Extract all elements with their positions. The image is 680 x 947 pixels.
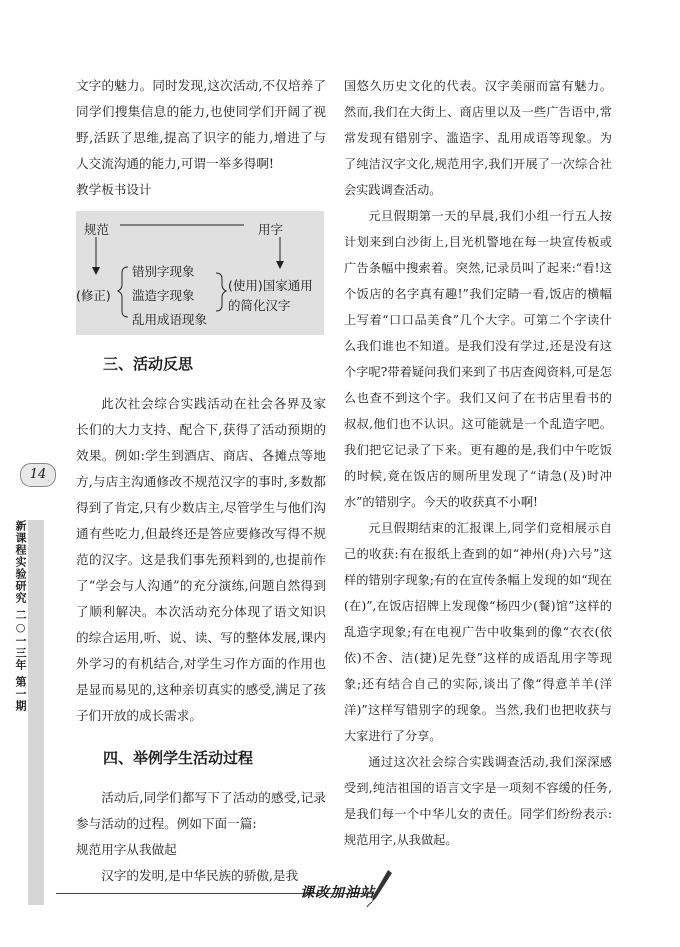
essay-paragraph-2: 元旦假期第一天的早晨,我们小组一行五人按计划来到白沙街上,目光机警地在每一块宣传板或广告条幅中搜索着。突然,记录员叫了起来:“看!这个饭店的名字真有趣!”我们定睛一看,饭店的横幅上写着“口口品美食”几个大字。可第二个字读什么我们谁也不知道。是我们没有学过,还是没有这个字呢?带着疑问我们来到了书店查阅资料,可是怎么也查不到这个字。我们又问了在书店里看书的叔叔,他们也不认识。这可能就是一个乱造字吧。我们把它记录了下来。更有趣的是,我们中午吃饭的时候,竟在饭店的厕所里发现了“请急(及)时冲水”的错别字。今天的收获真不小啊! bbox=[344, 209, 612, 509]
diagram-shiyong-2: 的简化汉字 bbox=[228, 298, 291, 313]
diagram-guifan: 规范 bbox=[84, 222, 110, 237]
diagram-item-2: 滥造字现象 bbox=[132, 288, 195, 303]
page-number: 14 bbox=[20, 463, 56, 487]
diagram-yongzi: 用字 bbox=[258, 222, 284, 237]
essay-paragraph-1: 国悠久历史文化的代表。汉字美丽而富有魅力。然而,我们在大街上、商店里以及一些广告语中,常常发现有错别字、滥造字、乱用成语等现象。为了纯洁汉字文化,规范用字,我们开展了一次综合社会实践调查活动。 bbox=[344, 79, 612, 197]
diagram-xiuzheng: (修正) bbox=[76, 288, 111, 303]
journal-name: 新课程实验研究 二○一三年 第一期 bbox=[14, 520, 27, 712]
footer-column-title: 课改加油站 bbox=[300, 885, 375, 901]
heading-reflection: 三、活动反思 bbox=[103, 355, 194, 373]
sidebar bbox=[0, 0, 47, 947]
essay-title: 规范用字从我做起 bbox=[76, 842, 177, 857]
reflection-paragraph: 此次社会综合实践活动在社会各界及家长们的大力支持、配合下,获得了活动预期的效果。例如:学生到酒店、商店、各摊点等地方,与店主沟通修改不规范汉字的事时,多数都得到了肯定,只有少数店主,尽管学生与他们沟通有些吃力,但最终还是答应要修改写得不规范的汉字。这是我们事先预料到的,也提前作了“学会与人沟通”的充分演练,问题自然得到了顺利解决。本次活动充分体现了语文知识的综合运用,听、说、读、写的整体发展,课内外学习的有机结合,对学生习作方面的作用也是显而易见的,这种亲切真实的感受,满足了孩子们开放的成长需求。 bbox=[76, 396, 326, 723]
essay-paragraph-4: 通过这次社会综合实践调查活动,我们深深感受到,纯洁祖国的语言文字是一项刻不容缓的任务,是我们每一个中华儿女的责任。同学们纷纷表示:规范用字,从我做起。 bbox=[344, 755, 612, 847]
diagram-item-3: 乱用成语现象 bbox=[132, 312, 208, 327]
process-paragraph: 活动后,同学们都写下了活动的感受,记录参与活动的过程。例如下面一篇: bbox=[76, 790, 326, 831]
essay-start-paragraph: 汉字的发明,是中华民族的骄傲,是我 bbox=[101, 868, 299, 883]
right-column bbox=[344, 73, 612, 853]
diagram-item-1: 错别字现象 bbox=[132, 264, 195, 279]
essay-paragraph-3: 元旦假期结束的汇报课上,同学们竞相展示自己的收获:有在报纸上查到的如“神州(舟)六号”这样的错别字现象;有的在宣传条幅上发现的如“现在(在)”,在饭店招牌上发现像“杨四少(餐)馆”这样的乱造字现象;有在电视广告中收集到的像“衣衣(依依)不舍、洁(捷)足先登”这样的成语乱用字等现象;还有结合自己的实际,谈出了像“得意羊羊(洋洋)”这样写错别字的现象。当然,我们也把收获与大家进行了分享。 bbox=[344, 521, 612, 743]
heading-process: 四、举例学生活动过程 bbox=[103, 749, 254, 767]
intro-paragraph: 文字的魅力。同时发现,这次活动,不仅培养了同学们搜集信息的能力,也使同学们开阔了视野,活跃了思维,提高了识字的能力,增进了与人交流沟通的能力,可谓一举多得啊! bbox=[76, 78, 326, 171]
diagram-shiyong-1: (使用)国家通用 bbox=[228, 278, 313, 293]
board-design-title: 教学板书设计 bbox=[76, 182, 152, 197]
sidebar-strip bbox=[28, 520, 44, 905]
left-column bbox=[76, 73, 326, 889]
pen-icon bbox=[366, 868, 396, 908]
board-diagram bbox=[76, 211, 324, 335]
